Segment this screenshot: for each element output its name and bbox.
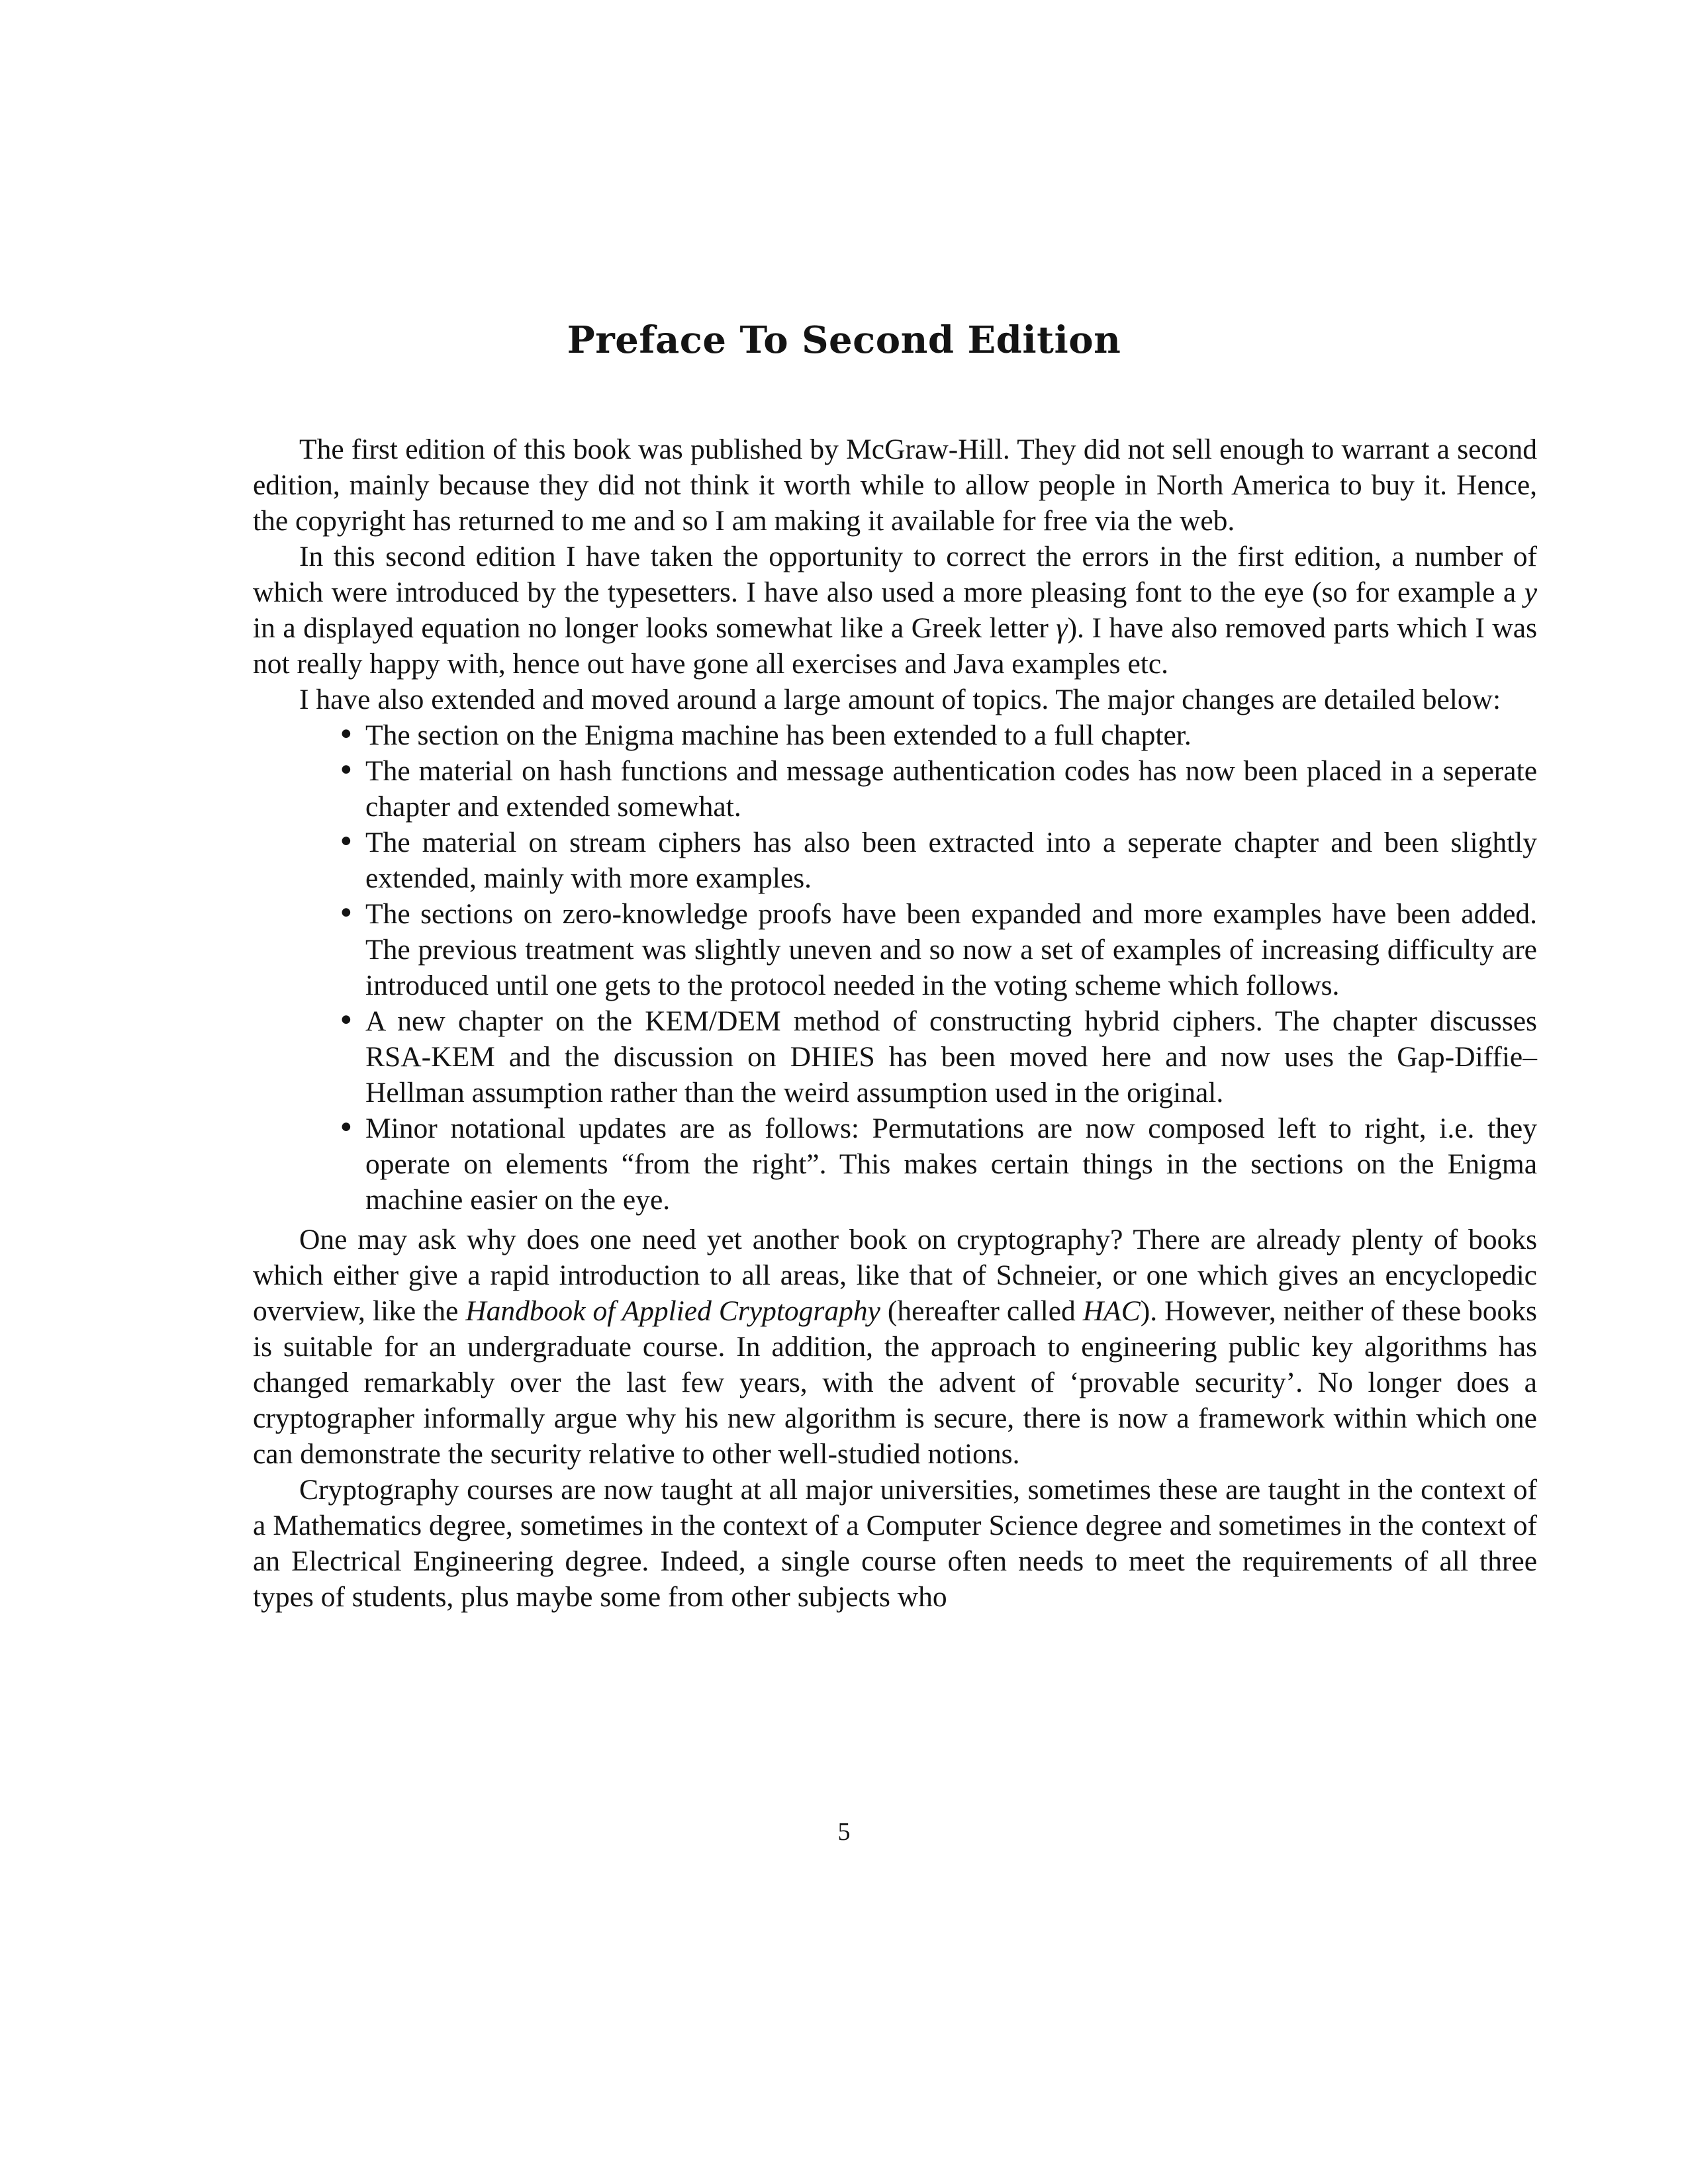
list-item-text: A new chapter on the KEM/DEM method of constructing hybrid ciphers. The chapter discusses RSA-KEM and the discussion on DHIES has been moved here and now uses the Gap-Diffie–Hellman assumption rather than the weird assumption used in the original. <box>365 1005 1537 1109</box>
bullet-icon: • <box>338 754 355 788</box>
list-item-text: Minor notational updates are as follows: Permutations are now composed left to right, i.e. they operate on elements “from the right”. This makes certain things in the sections on the Enigma machine easier on the eye. <box>365 1113 1537 1216</box>
bullet-icon: • <box>338 719 355 752</box>
list-item-text: The sections on zero-knowledge proofs have been expanded and more examples have been added. The previous treatment was slightly uneven and so now a set of examples of increasing difficulty are introduced until one gets to the protocol needed in the voting scheme which follows. <box>365 898 1537 1001</box>
page-title: Preface To Second Edition <box>567 318 1121 362</box>
bullet-icon: • <box>338 826 355 859</box>
list-item <box>253 1111 1537 1218</box>
paragraph-first-edition: The first edition of this book was published by McGraw-Hill. They did not sell enough to warrant a second edition, mainly because they did not think it worth while to allow people in North America to buy it. Hence, the copyright has returned to me and so I am making it available for free via the web. <box>253 433 1537 537</box>
bullet-icon: • <box>338 1005 355 1038</box>
list-item-text: The material on stream ciphers has also been extracted into a seperate chapter and been slightly extended, mainly with more examples. <box>365 827 1537 894</box>
list-item-text: The material on hash functions and message authentication codes has now been placed in a seperate chapter and extended somewhat. <box>365 755 1537 823</box>
paragraph-why-text-a: One may ask why does one need yet another book on cryptography? There are already plenty of books which either give a rapid introduction to all areas, like that of Schneier, or one which gives an encyclopedic overview, like the <box>253 1224 1537 1327</box>
abbrev-hac: HAC <box>1082 1295 1141 1327</box>
list-item <box>253 717 1537 753</box>
list-item-text: The section on the Enigma machine has been extended to a full chapter. <box>365 719 1192 751</box>
paragraph-courses: Cryptography courses are now taught at all major universities, sometimes these are taught in the context of a Mathematics degree, sometimes in the context of a Computer Science degree and sometimes in the context of an Electrical Engineering degree. Indeed, a single course often needs to meet the requirements of all three types of students, plus maybe some from other subjects who <box>253 1474 1537 1613</box>
changes-list <box>253 717 1537 1218</box>
list-item <box>253 753 1537 825</box>
body-text <box>253 432 1537 1615</box>
book-title-hac: Handbook of Applied Cryptography <box>465 1295 880 1327</box>
bullet-icon: • <box>338 897 355 931</box>
math-gamma: γ <box>1056 612 1068 644</box>
math-y: y <box>1524 576 1537 608</box>
paragraph-second-edition-text-a: In this second edition I have taken the opportunity to correct the errors in the first edition, a number of which were introduced by the typesetters. I have also used a more pleasing font to the eye (so for example a <box>253 541 1537 608</box>
paragraph-why-another-book <box>253 1222 1537 1472</box>
paragraph-second-edition-text-b: in a displayed equation no longer looks somewhat like a Greek letter <box>253 612 1056 644</box>
list-item <box>253 1003 1537 1111</box>
list-item <box>253 825 1537 896</box>
page-number: 5 <box>837 1818 851 1846</box>
bullet-icon: • <box>338 1112 355 1145</box>
paragraph-why-text-c: ). However, neither of these books is suitable for an undergraduate course. In addition, the approach to engineering public key algorithms has changed remarkably over the last few years, with the advent of ‘provable security’. No longer does a cryptographer informally argue why his new algorithm is secure, there is now a framework within which one can demonstrate the security relative to other well-studied notions. <box>253 1295 1537 1470</box>
paragraph-why-text-b: (hereafter called <box>880 1295 1083 1327</box>
paragraph-changes-intro: I have also extended and moved around a large amount of topics. The major changes are detailed below: <box>299 684 1501 715</box>
paragraph-second-edition <box>253 539 1537 682</box>
list-item <box>253 896 1537 1003</box>
paragraph-second-edition-text-c: ). I have also removed parts which I was not really happy with, hence out have gone all exercises and Java examples etc. <box>253 612 1537 680</box>
